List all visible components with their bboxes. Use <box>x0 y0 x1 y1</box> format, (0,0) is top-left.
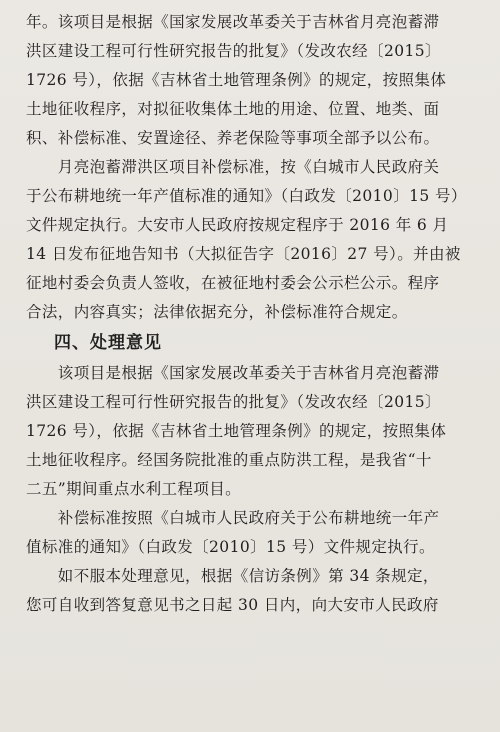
paragraph-appeal-notice <box>26 562 490 620</box>
text-line: 土地征收程序，对拟征收集体土地的用途、位置、地类、面 <box>26 100 440 118</box>
text-line: 合法，内容真实；法律依据充分，补偿标准符合规定。 <box>26 303 408 321</box>
text-line: 年。该项目是根据《国家发展改革委关于吉林省月亮泡蓄滞 <box>26 13 440 31</box>
section-heading: 四、处理意见 <box>54 333 162 353</box>
paragraph-handling-opinion <box>26 359 490 504</box>
paragraph-continued-project-basis <box>26 8 490 153</box>
text-line: 1726 号），依据《吉林省土地管理条例》的规定，按照集体 <box>26 422 447 440</box>
text-line: 月亮泡蓄滞洪区项目补偿标准，按《白城市人民政府关 <box>26 158 440 176</box>
text-line: 征地村委会负责人签收，在被征地村委会公示栏公示。程序 <box>26 274 440 292</box>
text-line: 文件规定执行。大安市人民政府按规定程序于 2016 年 6 月 <box>26 216 449 234</box>
text-line: 该项目是根据《国家发展改革委关于吉林省月亮泡蓄滞 <box>26 364 440 382</box>
text-line: 14 日发布征地告知书（大拟征告字〔2016〕27 号）。并由被 <box>26 245 461 263</box>
text-line: 补偿标准按照《白城市人民政府关于公布耕地统一年产 <box>26 509 440 527</box>
text-line: 您可自收到答复意见书之日起 30 日内，向大安市人民政府 <box>26 596 439 614</box>
text-line: 土地征收程序。经国务院批准的重点防洪工程，是我省“十 <box>26 451 432 469</box>
text-line: 洪区建设工程可行性研究报告的批复》（发改农经〔2015〕 <box>26 42 441 60</box>
text-line: 积、补偿标准、安置途径、养老保险等事项全部予以公布。 <box>26 129 440 147</box>
paragraph-compensation-standard <box>26 153 490 327</box>
text-line: 如不服本处理意见，根据《信访条例》第 34 条规定， <box>26 567 439 585</box>
text-line: 二五”期间重点水利工程项目。 <box>26 480 242 498</box>
text-line: 洪区建设工程可行性研究报告的批复》（发改农经〔2015〕 <box>26 393 441 411</box>
text-line: 值标准的通知》（白政发〔2010〕15 号）文件规定执行。 <box>26 538 435 556</box>
text-line: 于公布耕地统一年产值标准的通知》（白政发〔2010〕15 号） <box>26 187 467 205</box>
text-line: 1726 号），依据《吉林省土地管理条例》的规定，按照集体 <box>26 71 447 89</box>
paragraph-compensation-execution <box>26 504 490 562</box>
